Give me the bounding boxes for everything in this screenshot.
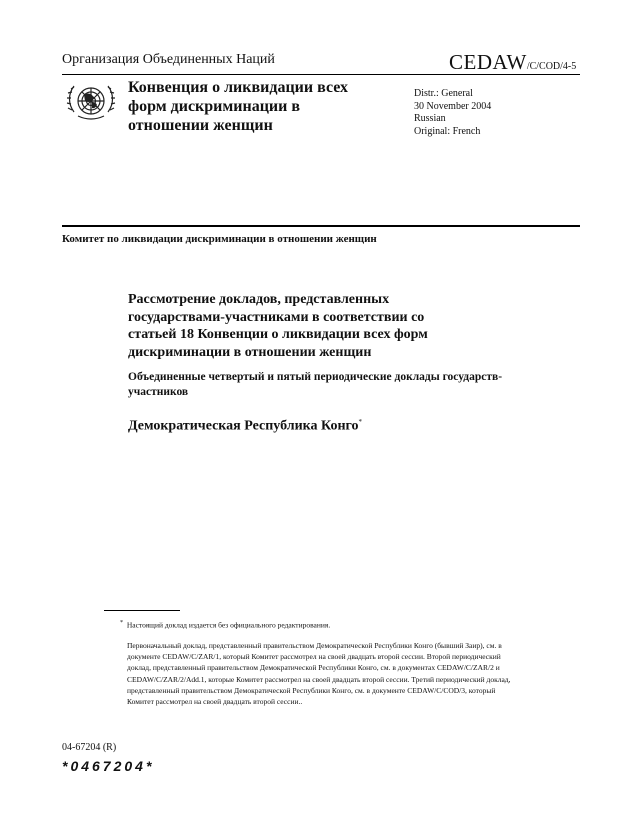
country-name: Демократическая Республика Конго: [128, 418, 359, 434]
convention-title: Конвенция о ликвидации всех форм дискриминации в отношении женщин: [128, 79, 349, 134]
footnote-history: Первоначальный доклад, представленный правительством Демократической Республики Конго (бывший Заир), см. в документе CEDAW/C/ZAR/1, который Комитет рассмотрел на своей двадцать второй сессии. Второй периодический доклад, представленный правительством Демократической Республики Конго, см. в документах CEDAW/C/ZAR/2 и CEDAW/C/ZAR/2/Add.1, которые Комитет рассмотрел на своей двадцать второй сессии. Третий периодический доклад, представленный правительством Демократической Республики Конго, см. в документе CEDAW/C/COD/3, который Комитет рассмотрел на своей двадцать второй сессии..: [127, 641, 511, 707]
section-divider: [62, 225, 580, 227]
footnote-star-mark: *: [120, 619, 124, 626]
committee-name: Комитет по ликвидации дискриминации в отношении женщин: [62, 233, 377, 245]
main-title: Рассмотрение докладов, представленных государствами-участниками в соответствии со статьей 18 Конвенции о ликвидации всех форм дискриминации в отношении женщин: [128, 292, 428, 360]
distribution-block: [414, 88, 491, 138]
footnote-star: [120, 618, 330, 631]
country-heading: [128, 418, 362, 435]
document-symbol-main: CEDAW: [449, 50, 527, 74]
distribution-type: Distr.: General: [414, 88, 473, 99]
footnote-divider: [104, 610, 180, 611]
document-number: 04-67204 (R): [62, 742, 117, 753]
document-symbol-suffix: /C/COD/4-5: [526, 61, 577, 72]
document-date: 30 November 2004: [414, 100, 492, 112]
header-divider: [62, 74, 580, 75]
un-emblem-icon: [64, 80, 118, 126]
organization-name: Организация Объединенных Наций: [62, 52, 275, 67]
original-language: Original: French: [414, 125, 481, 137]
barcode: *0467204*: [62, 758, 155, 774]
document-language: Russian: [414, 113, 446, 124]
document-symbol: [449, 50, 576, 75]
footnote-star-text: Настоящий доклад издается без официального редактирования.: [126, 620, 331, 630]
country-footnote-mark: *: [358, 418, 363, 426]
report-subtitle: Объединенные четвертый и пятый периодические доклады государств-участников: [128, 371, 503, 398]
